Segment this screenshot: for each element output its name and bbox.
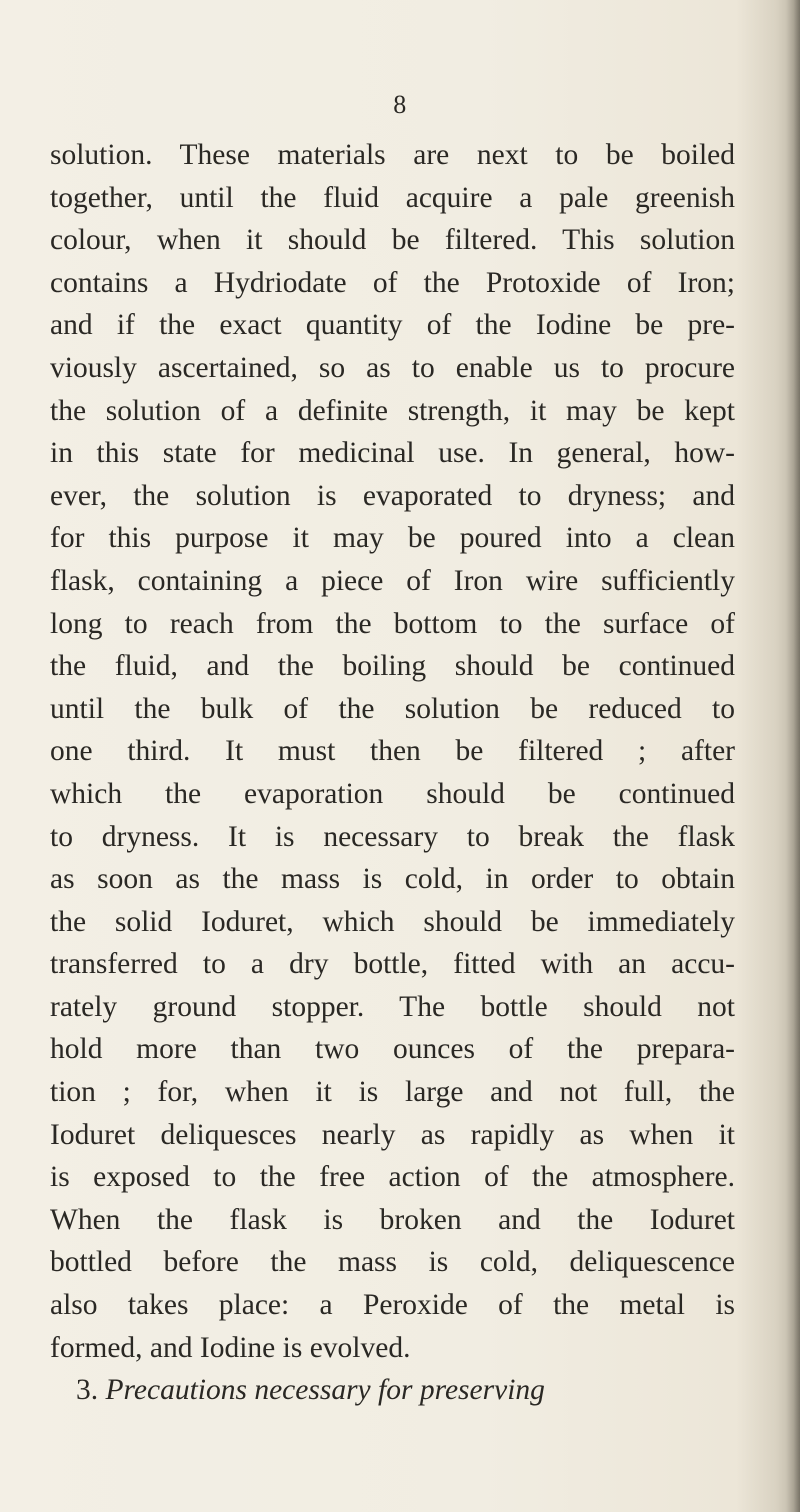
text-line: the solution of a definite strength, it may be kept — [50, 394, 735, 427]
text-line: together, until the fluid acquire a pale greenish — [50, 181, 735, 214]
text-line: as soon as the mass is cold, in order to obtain — [50, 863, 735, 896]
text-line: viously ascertained, so as to enable us to procure — [50, 351, 735, 384]
section-heading — [50, 1369, 735, 1412]
section-title: Precautions necessary for preserving — [105, 1374, 545, 1407]
text-line: is exposed to the free action of the atmosphere. — [50, 1161, 735, 1194]
text-line: bottled before the mass is cold, deliquescence — [50, 1246, 735, 1279]
text-line: until the bulk of the solution be reduced to — [50, 692, 735, 725]
text-line: one third. It must then be filtered ; after — [50, 735, 735, 768]
body-text — [50, 134, 735, 1412]
text-line: which the evaporation should be continued — [50, 777, 735, 810]
text-line: contains a Hydriodate of the Protoxide of Iron; — [50, 266, 735, 299]
text-line: When the flask is broken and the Ioduret — [50, 1203, 735, 1236]
text-line: tion ; for, when it is large and not full, the — [50, 1076, 735, 1109]
text-line: flask, containing a piece of Iron wire sufficiently — [50, 564, 735, 597]
text-line: formed, and Iodine is evolved. — [50, 1331, 411, 1364]
text-line: transferred to a dry bottle, fitted with an accu- — [50, 948, 735, 981]
text-line: ever, the solution is evaporated to dryness; and — [50, 479, 735, 512]
text-line: solution. These materials are next to be boiled — [50, 139, 735, 171]
text-line: and if the exact quantity of the Iodine be pre- — [50, 309, 735, 342]
text-line: the fluid, and the boiling should be continued — [50, 650, 735, 683]
page-number: 8 — [393, 90, 407, 119]
text-line: for this purpose it may be poured into a clean — [50, 522, 735, 555]
text-line: in this state for medicinal use. In general, how- — [50, 437, 735, 470]
text-line: Ioduret deliquesces nearly as rapidly as when it — [50, 1118, 735, 1151]
text-line: the solid Ioduret, which should be immediately — [50, 905, 735, 938]
page-edge-shadow — [786, 0, 800, 1512]
section-number: 3. — [76, 1374, 99, 1407]
text-line: rately ground stopper. The bottle should not — [50, 990, 735, 1023]
text-line: long to reach from the bottom to the surface of — [50, 607, 735, 640]
text-line: hold more than two ounces of the prepara- — [50, 1033, 735, 1066]
text-line: also takes place: a Peroxide of the metal is — [50, 1289, 735, 1322]
text-line: to dryness. It is necessary to break the flask — [50, 820, 735, 853]
text-line: colour, when it should be filtered. This solution — [50, 224, 735, 257]
